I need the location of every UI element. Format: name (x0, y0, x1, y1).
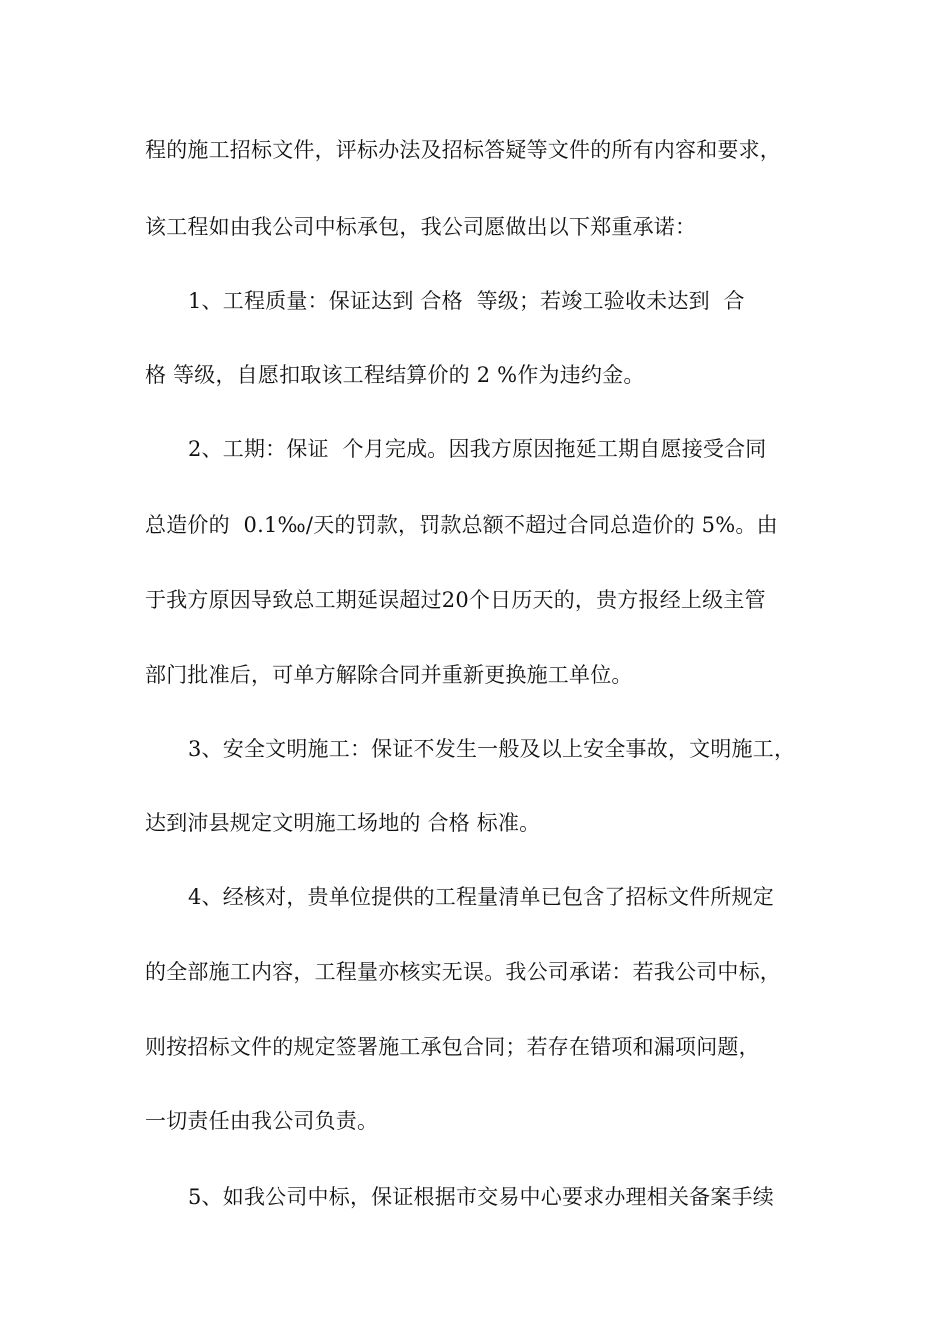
text-line: 则按招标文件的规定签署施工承包合同；若存在错项和漏项问题， (145, 1035, 760, 1059)
text-line: 3、安全文明施工：保证不发生一般及以上安全事故，文明施工， (188, 737, 796, 761)
text-line: 2、工期：保证 个月完成。因我方原因拖延工期自愿接受合同 (188, 437, 767, 461)
text-line: 的全部施工内容，工程量亦核实无误。我公司承诺：若我公司中标， (145, 960, 781, 984)
text-line: 格 等级，自愿扣取该工程结算价的 2 %作为违约金。 (145, 363, 645, 387)
text-line: 5、如我公司中标，保证根据市交易中心要求办理相关备案手续 (188, 1185, 774, 1209)
text-line: 一切责任由我公司负责。 (145, 1109, 379, 1133)
text-line: 4、经核对，贵单位提供的工程量清单已包含了招标文件所规定 (188, 885, 774, 909)
text-line: 总造价的 0.1‰/天的罚款，罚款总额不超过合同总造价的 5%。由 (145, 513, 778, 537)
text-line: 程的施工招标文件，评标办法及招标答疑等文件的所有内容和要求， (145, 138, 781, 162)
text-line: 达到沛县规定文明施工场地的 合格 标准。 (145, 811, 541, 835)
text-line: 该工程如由我公司中标承包，我公司愿做出以下郑重承诺： (145, 215, 697, 239)
text-line: 部门批准后，可单方解除合同并重新更换施工单位。 (145, 663, 633, 687)
text-line: 于我方原因导致总工期延误超过20个日历天的，贵方报经上级主管 (145, 588, 766, 612)
text-line: 1、工程质量：保证达到 合格 等级；若竣工验收未达到 合 (188, 289, 745, 313)
